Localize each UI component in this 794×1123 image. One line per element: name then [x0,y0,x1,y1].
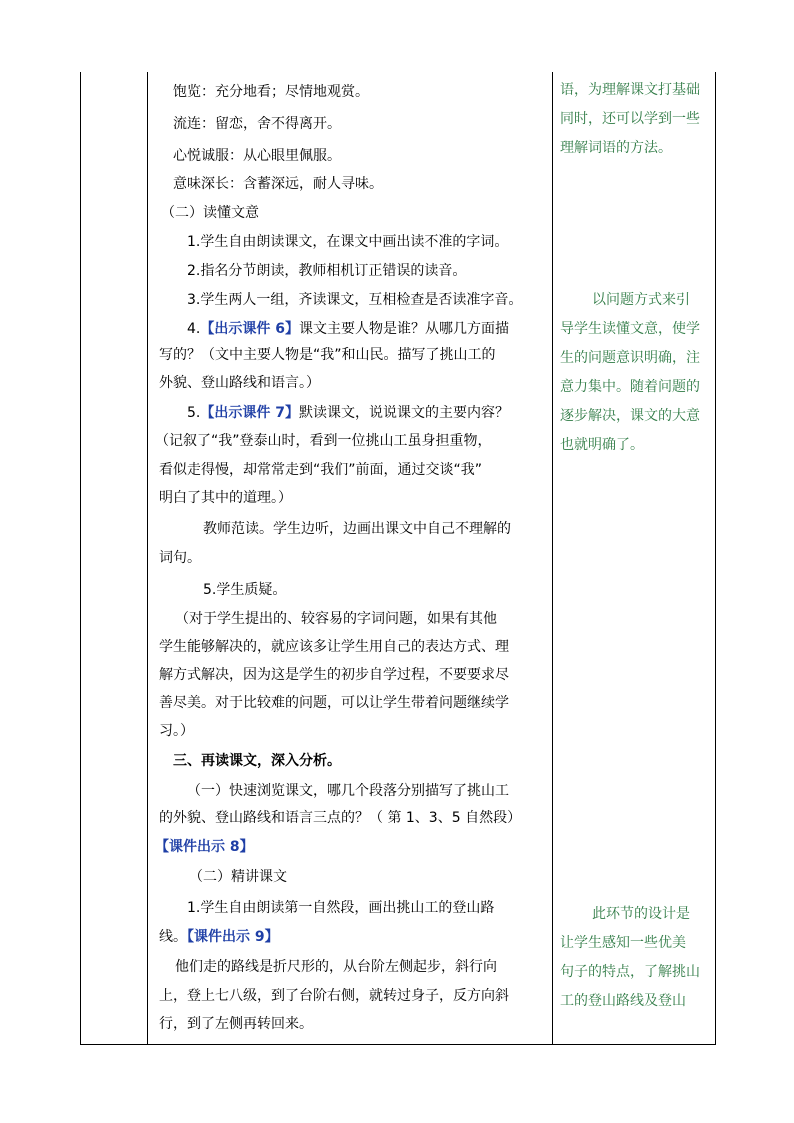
vocab-line-3: 心悦诚服：从心眼里佩服。 [173,148,341,164]
step-1: 1.学生自由朗读课文，在课文中画出读不准的字词。 [187,234,509,250]
quote-line-2: 上，登上七八级，到了台阶右侧，就转过身子，反方向斜 [159,988,509,1004]
step-5 [187,403,509,423]
lesson-plan-table [80,72,716,1045]
vocab-line-1: 饱览：充分地看；尽情地观赏。 [173,84,369,100]
note-2-line-4: 意力集中。随着问题的 [560,379,700,395]
note-1-line-3: 理解词语的方法。 [560,140,672,156]
column-divider-1 [147,72,148,1044]
step-4-cont-2: 外貌、登山路线和语言。） [159,375,320,391]
browse-question: （一）快速浏览课文，哪几个段落分别描写了挑山工 [187,783,509,799]
teacher-reading-cont: 词句。 [159,550,201,566]
step-4-cont-1: 写的？（文中主要人物是“我”和山民。描写了挑山工的 [159,347,496,363]
step-2: 2.指名分节朗读，教师相机订正错误的读音。 [187,263,467,279]
student-questions: 5.学生质疑。 [203,582,287,598]
courseware-tag-9: 【课件出示 9】 [187,929,279,945]
step-4-number: 4. [187,321,201,337]
intensive-step-1: 1.学生自由朗读第一自然段，画出挑山工的登山路 [187,900,495,916]
courseware-tag-8: 【课件出示 8】 [155,839,254,855]
intensive-step-1-cont [159,927,279,947]
note-para-3: 解方式解决，因为这是学生的初步自学过程，不要要求尽 [159,667,509,683]
quote-line-3: 行，到了左侧再转回来。 [159,1016,313,1032]
teacher-reading: 教师范读。学生边听，边画出课文中自己不理解的 [203,521,511,537]
note-para-4: 善尽美。对于比较难的问题，可以让学生带着问题继续学 [159,695,509,711]
courseware-tag-7: 【出示课件 7】 [200,405,299,421]
step-5-number: 5. [187,405,201,421]
note-para-1: （对于学生提出的、较容易的字词问题，如果有其他 [175,611,497,627]
note-para-5: 习。） [159,723,194,739]
step-5-cont-1: （记叙了“我”登泰山时，看到一位挑山工虽身担重物， [155,433,492,449]
note-2-line-6: 也就明确了。 [560,437,644,453]
step-5-cont-2: 看似走得慢，却常常走到“我们”前面，通过交谈“我” [159,462,483,478]
step-3: 3.学生两人一组，齐读课文，互相检查是否读准字音。 [187,292,523,308]
note-3-line-3: 句子的特点，了解挑山 [560,964,700,980]
vocab-line-2: 流连：留恋，舍不得离开。 [173,116,341,132]
courseware-tag-6: 【出示课件 6】 [200,321,299,337]
quote-line-1: 他们走的路线是折尺形的，从台阶左侧起步，斜行向 [175,959,497,975]
section-heading-read: （二）读懂文意 [161,205,259,221]
step-4-text: 课文主要人物是谁？从哪几方面描 [298,321,509,337]
note-2-line-5: 逐步解决，课文的大意 [560,408,700,424]
note-2-line-1: 以问题方式来引 [592,292,690,308]
note-2-line-3: 生的问题意识明确，注 [560,350,700,366]
browse-question-cont: 的外貌、登山路线和语言三点的？（ 第 1、3、5 自然段） [159,810,522,826]
note-1-line-1: 语，为理解课文打基础 [560,82,700,98]
section-heading-analysis: 三、再读课文，深入分析。 [173,753,341,769]
column-divider-2 [552,72,553,1044]
note-3-line-4: 工的登山路线及登山 [560,993,686,1009]
note-2-line-2: 导学生读懂文意，使学 [560,321,700,337]
step-5-text: 默读课文，说说课文的主要内容？ [298,405,509,421]
note-3-line-2: 让学生感知一些优美 [560,935,686,951]
section-heading-intensive: （二）精讲课文 [189,869,287,885]
vocab-line-4: 意味深长：含蓄深远，耐人寻味。 [173,176,383,192]
intensive-step-1-word: 线。 [159,929,187,945]
step-4 [187,319,509,339]
note-para-2: 学生能够解决的，就应该多让学生用自己的表达方式、理 [159,639,509,655]
step-5-cont-3: 明白了其中的道理。） [159,490,292,506]
note-3-line-1: 此环节的设计是 [592,906,690,922]
note-1-line-2: 同时，还可以学到一些 [560,111,700,127]
